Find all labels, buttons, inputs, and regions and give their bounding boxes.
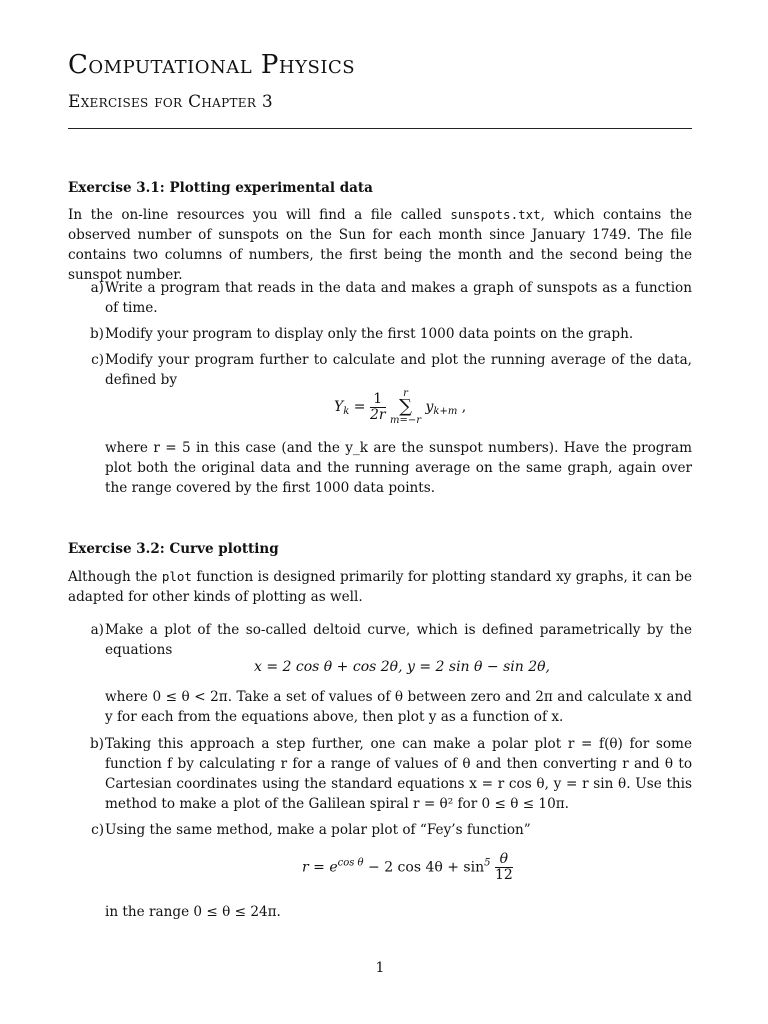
feys-function-equation: $r = e^{cos \theta} - 2$ $\cos 4\theta + \sin^5$ $\frac{\theta}{12}$ [302,851,513,883]
plot-code: plot [161,569,192,584]
intro-text-post: function is designed primarily for plotting standard xy graphs, it can be adapted for other kinds of plotting as well. [68,569,692,605]
part-label: a) [90,280,104,296]
running-average-equation: $Y_k$ = $\frac{1}{2r}$ r ∑ m=−r $y_{k+m}$ , [334,388,467,426]
equation-fraction: $\frac{\theta}{12}$ [494,851,513,883]
part-text: Make a plot of the so-called deltoid curve, which is defined parametrically by the equations [105,622,692,658]
intro-text-pre: Although the [68,569,162,585]
document-subtitle: Exercises for Chapter 3 [68,92,274,112]
part-label: b) [89,736,104,752]
equation-fraction: $\frac{1}{2r}$ [369,390,386,423]
part-text: where 0 ≤ θ < 2π. Take a set of values of θ between zero and 2π and calculate x and y for each from the equations above, then plot y as a function of x. [105,689,692,725]
part-text: Write a program that reads in the data and makes a graph of sunspots as a function of time. [105,280,692,316]
exercise-3-2-intro [68,567,692,607]
exercise-3-2-heading: Exercise 3.2: Curve plotting [68,541,279,557]
exercise-3-1-heading: Exercise 3.1: Plotting experimental data [68,180,373,196]
part-text: where r = 5 in this case (and the y_k are the sunspot numbers). Have the program plot both the original data and the running average on the same graph, again over the range covered by the first 1000 data points. [105,440,692,496]
part-text: Modify your program to display only the first 1000 data points on the graph. [105,326,634,342]
part-text: in the range 0 ≤ θ ≤ 24π. [105,904,281,920]
document-title: Computational Physics [68,50,356,80]
part-text: Taking this approach a step further, one can make a polar plot r = f(θ) for some function f by calculating r for a range of values of θ and then converting r and θ to Cartesian coordinates using the standard equations x = r cos θ, y = r sin θ. Use this method to make a plot of the Galilean spiral r = θ² for 0 ≤ θ ≤ 10π. [105,736,692,812]
intro-text-pre: In the on-line resources you will find a file called [68,207,451,223]
part-label: b) [89,326,104,342]
part-label: a) [90,622,104,638]
intro-text-post: , which contains the observed number of sunspots on the Sun for each month since January 1749. The file contains two columns of numbers, the first being the month and the second being the sunspot number. [68,207,692,283]
filename-code: sunspots.txt [450,207,541,222]
summation-symbol: r ∑ m=−r [390,388,422,426]
part-text: Using the same method, make a polar plot of “Fey’s function” [105,822,531,838]
exercise-3-1-intro [68,205,692,285]
part-label: c) [91,822,104,838]
deltoid-equations: x = 2 cos θ + cos 2θ, y = 2 sin θ − sin 2θ, [254,659,550,675]
page-number: 1 [375,960,385,976]
part-text: Modify your program further to calculate and plot the running average of the data, defined by [105,352,692,388]
header-rule [68,128,692,129]
part-label: c) [91,352,104,368]
